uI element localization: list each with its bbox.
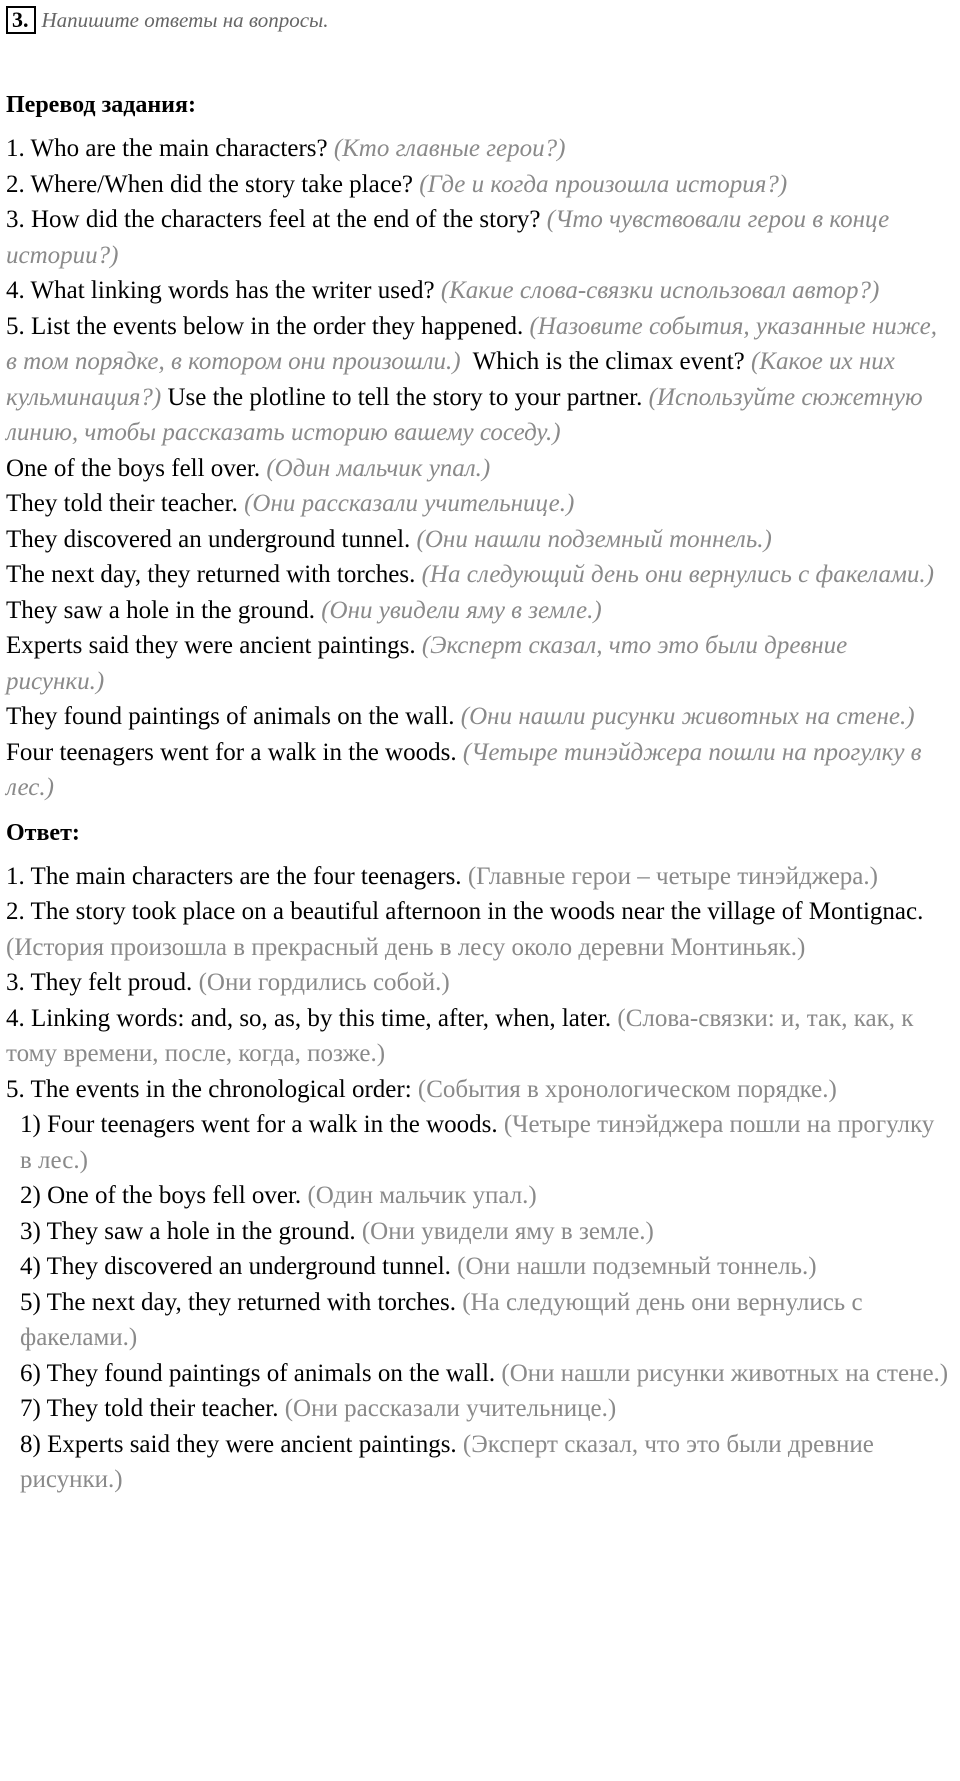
ordered-events-list [6, 1107, 960, 1498]
event-item [6, 699, 950, 735]
ordered-event-item [6, 1285, 950, 1356]
questions-section [6, 131, 960, 451]
ordered-event-item [6, 1107, 950, 1178]
question-text: 4. What linking words has the writer used? [6, 277, 435, 304]
event-text: Four teenagers went for a walk in the woods. [6, 738, 457, 766]
event-text: They found paintings of animals on the wall. [6, 703, 455, 730]
ordered-event-item [6, 1214, 950, 1250]
question-text: Use the plotline to tell the story to your partner. [167, 383, 643, 411]
event-item [6, 522, 950, 558]
event-item [6, 593, 950, 629]
event-text: They saw a hole in the ground. [6, 596, 315, 624]
ordered-event-translation: (Они увидели яму в земле.) [361, 1217, 654, 1245]
question-text: 2. Where/When did the story take place? [6, 170, 414, 198]
event-text: The next day, they returned with torches. [6, 561, 416, 588]
ordered-event-text: 8) Experts said they were ancient paintings. [20, 1430, 457, 1458]
event-translation: (На следующий день они вернулись с факелами.) [421, 561, 934, 588]
answer-text: 1. The main characters are the four teenagers. [6, 862, 462, 890]
ordered-event-translation: (Четыре тинэйджера пошли на прогулку в лес.) [20, 1111, 935, 1174]
question-translation: (Назовите события, указанные ниже, в том порядке, в котором они произошли.) [6, 312, 938, 375]
question-translation: (Где и когда произошла история?) [419, 170, 788, 198]
event-translation: (Они нашли рисунки животных на стене.) [460, 703, 915, 730]
answer-translation: (Слова-связки: и, так, как, к тому времени, после, когда, позже.) [6, 1004, 914, 1067]
event-text: Experts said they were ancient paintings. [6, 632, 416, 659]
ordered-event-item [6, 1391, 950, 1427]
ordered-event-text: 6) They found paintings of animals on the wall. [20, 1359, 496, 1387]
question-translation: (Кто главные герои?) [333, 135, 566, 162]
event-item [6, 628, 950, 699]
question-translation: (Что чувствовали герои в конце истории?) [6, 206, 890, 269]
events-list [6, 451, 960, 806]
answer-text: 4. Linking words: and, so, as, by this time, after, when, later. [6, 1004, 612, 1032]
translation-heading: Перевод задания: [6, 92, 196, 118]
answer-text: 2. The story took place on a beautiful afternoon in the woods near the village of Montignac. [6, 898, 924, 925]
task-instruction: Напишите ответы на вопросы. [41, 7, 329, 32]
ordered-event-item [6, 1249, 950, 1285]
task-number: 3. [6, 6, 36, 34]
answer-text: 3. They felt proud. [6, 969, 193, 996]
ordered-event-translation: (Они нашли рисунки животных на стене.) [501, 1359, 949, 1387]
question-4 [6, 273, 950, 309]
event-text: One of the boys fell over. [6, 454, 261, 482]
answer-1 [6, 859, 950, 895]
event-translation: (Четыре тинэйджера пошли на прогулку в лес.) [6, 738, 922, 801]
answer-3 [6, 965, 950, 1001]
ordered-event-text: 5) The next day, they returned with torches. [20, 1288, 456, 1316]
ordered-event-text: 1) Four teenagers went for a walk in the woods. [20, 1111, 498, 1138]
answers-section [6, 859, 960, 1108]
event-translation: (Они увидели яму в земле.) [321, 596, 602, 624]
answer-2 [6, 894, 950, 965]
ordered-event-text: 7) They told their teacher. [20, 1395, 279, 1422]
event-translation: (Один мальчик упал.) [266, 454, 491, 482]
question-translation: (Используйте сюжетную линию, чтобы рассказать историю вашему соседу.) [6, 383, 923, 446]
ordered-event-translation: (Они нашли подземный тоннель.) [457, 1253, 817, 1280]
answer-translation: (События в хронологическом порядке.) [417, 1075, 837, 1103]
ordered-event-translation: (Один мальчик упал.) [307, 1182, 537, 1209]
ordered-event-item [6, 1178, 950, 1214]
question-3 [6, 202, 950, 273]
answer-translation: (Они гордились собой.) [198, 969, 450, 996]
answer-4 [6, 1001, 950, 1072]
question-5 [6, 309, 950, 451]
question-1 [6, 131, 950, 167]
event-text: They discovered an underground tunnel. [6, 525, 411, 553]
ordered-event-item [6, 1356, 950, 1392]
question-text: 5. List the events below in the order they happened. [6, 312, 524, 340]
question-text: 3. How did the characters feel at the end of the story? [6, 206, 541, 233]
event-item [6, 735, 950, 806]
task-header [6, 4, 960, 36]
ordered-event-text: 4) They discovered an underground tunnel. [20, 1253, 451, 1280]
question-text: 1. Who are the main characters? [6, 135, 328, 162]
question-translation: (Какие слова-связки использовал автор?) [440, 277, 880, 304]
ordered-event-text: 2) One of the boys fell over. [20, 1182, 302, 1209]
answer-translation: (История произошла в прекрасный день в лесу около деревни Монтиньяк.) [6, 933, 806, 961]
event-item [6, 557, 950, 593]
event-translation: (Они рассказали учительнице.) [244, 490, 575, 517]
answer-5 [6, 1072, 950, 1108]
question-text: Which is the climax event? [472, 348, 745, 375]
ordered-event-item [6, 1427, 950, 1498]
ordered-event-text: 3) They saw a hole in the ground. [20, 1217, 356, 1245]
question-2 [6, 167, 950, 203]
answer-heading: Ответ: [6, 819, 80, 846]
ordered-event-translation: (Они рассказали учительнице.) [284, 1395, 617, 1422]
ordered-event-translation: (Эксперт сказал, что это были древние рисунки.) [20, 1430, 874, 1493]
question-translation: (Какое их них кульминация?) [6, 348, 895, 411]
event-item [6, 486, 950, 522]
answer-text: 5. The events in the chronological order: [6, 1075, 412, 1103]
event-item [6, 451, 950, 487]
answer-translation: (Главные герои – четыре тинэйджера.) [467, 862, 878, 890]
ordered-event-translation: (На следующий день они вернулись с факелами.) [20, 1288, 863, 1351]
event-text: They told their teacher. [6, 490, 238, 517]
event-translation: (Эксперт сказал, что это были древние рисунки.) [6, 632, 848, 695]
event-translation: (Они нашли подземный тоннель.) [416, 525, 772, 553]
